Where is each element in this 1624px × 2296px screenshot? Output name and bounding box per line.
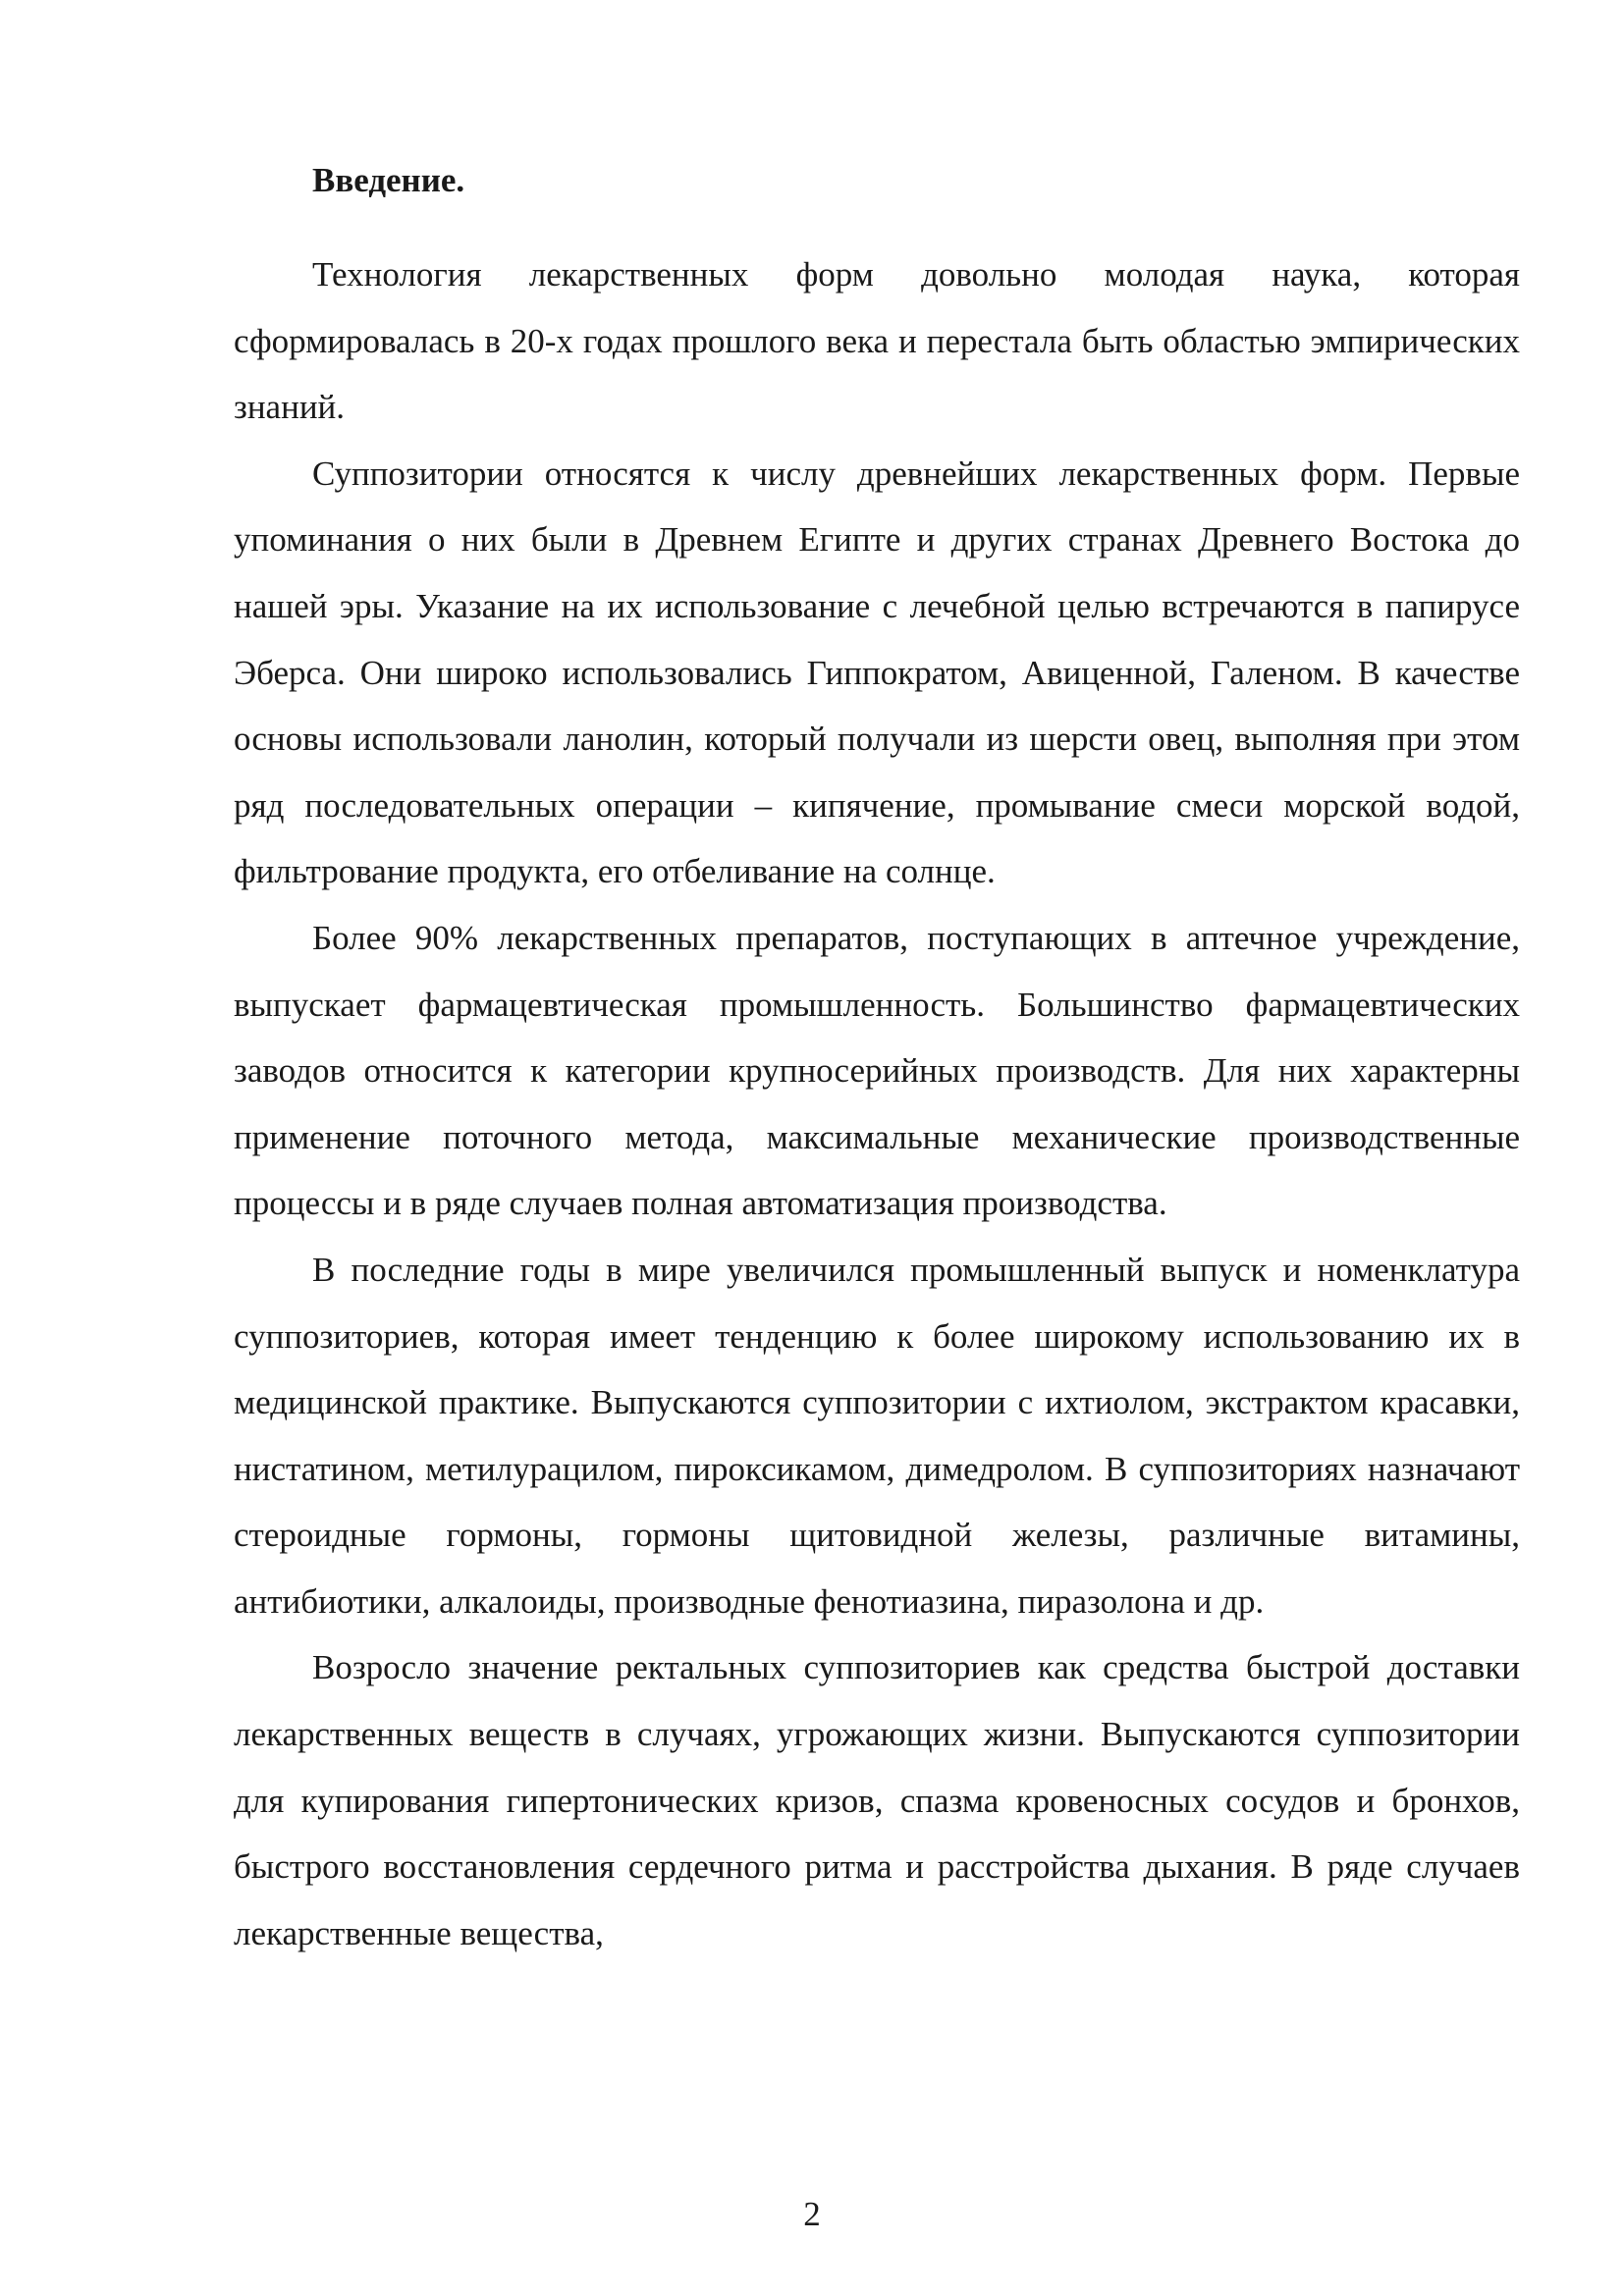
paragraph-1: Технология лекарственных форм довольно молодая наука, которая сформировалась в 20-х годах прошлого века и перестала быть областью эмпирических знаний. (234, 255, 1520, 427)
section-heading: Введение. (312, 161, 465, 199)
body-text (234, 241, 1520, 1966)
page-number: 2 (803, 2195, 821, 2233)
paragraph-3: Более 90% лекарственных препаратов, поступающих в аптечное учреждение, выпускает фармацевтическая промышленность. Большинство фармацевтических заводов относится к категории крупносерийных производств. Для них характерны применение поточного метода, максимальные механические производственные процессы и в ряде случаев полная автоматизация производства. (234, 918, 1520, 1223)
paragraph-4: В последние годы в мире увеличился промышленный выпуск и номенклатура суппозиториев, которая имеет тенденцию к более широкому использованию их в медицинской практике. Выпускаются суппозитории с ихтиолом, экстрактом красавки, нистатином, метилурацилом, пироксикамом, димедролом. В суппозиториях назначают стероидные гормоны, гормоны щитовидной железы, различные витамины, антибиотики, алкалоиды, производные фенотиазина, пиразолона и др. (234, 1250, 1520, 1621)
paragraph-2: Суппозитории относятся к числу древнейших лекарственных форм. Первые упоминания о них были в Древнем Египте и других странах Древнего Востока до нашей эры. Указание на их использование с лечебной целью встречаются в папирусе Эберса. Они широко использовались Гиппократом, Авиценной, Галеном. В качестве основы использовали ланолин, который получали из шерсти овец, выполняя при этом ряд последовательных операции – кипячение, промывание смеси морской водой, фильтрование продукта, его отбеливание на солнце. (234, 454, 1520, 891)
paragraph-5: Возросло значение ректальных суппозиториев как средства быстрой доставки лекарственных веществ в случаях, угрожающих жизни. Выпускаются суппозитории для купирования гипертонических кризов, спазма кровеносных сосудов и бронхов, быстрого восстановления сердечного ритма и расстройства дыхания. В ряде случаев лекарственные вещества, (234, 1648, 1520, 1952)
